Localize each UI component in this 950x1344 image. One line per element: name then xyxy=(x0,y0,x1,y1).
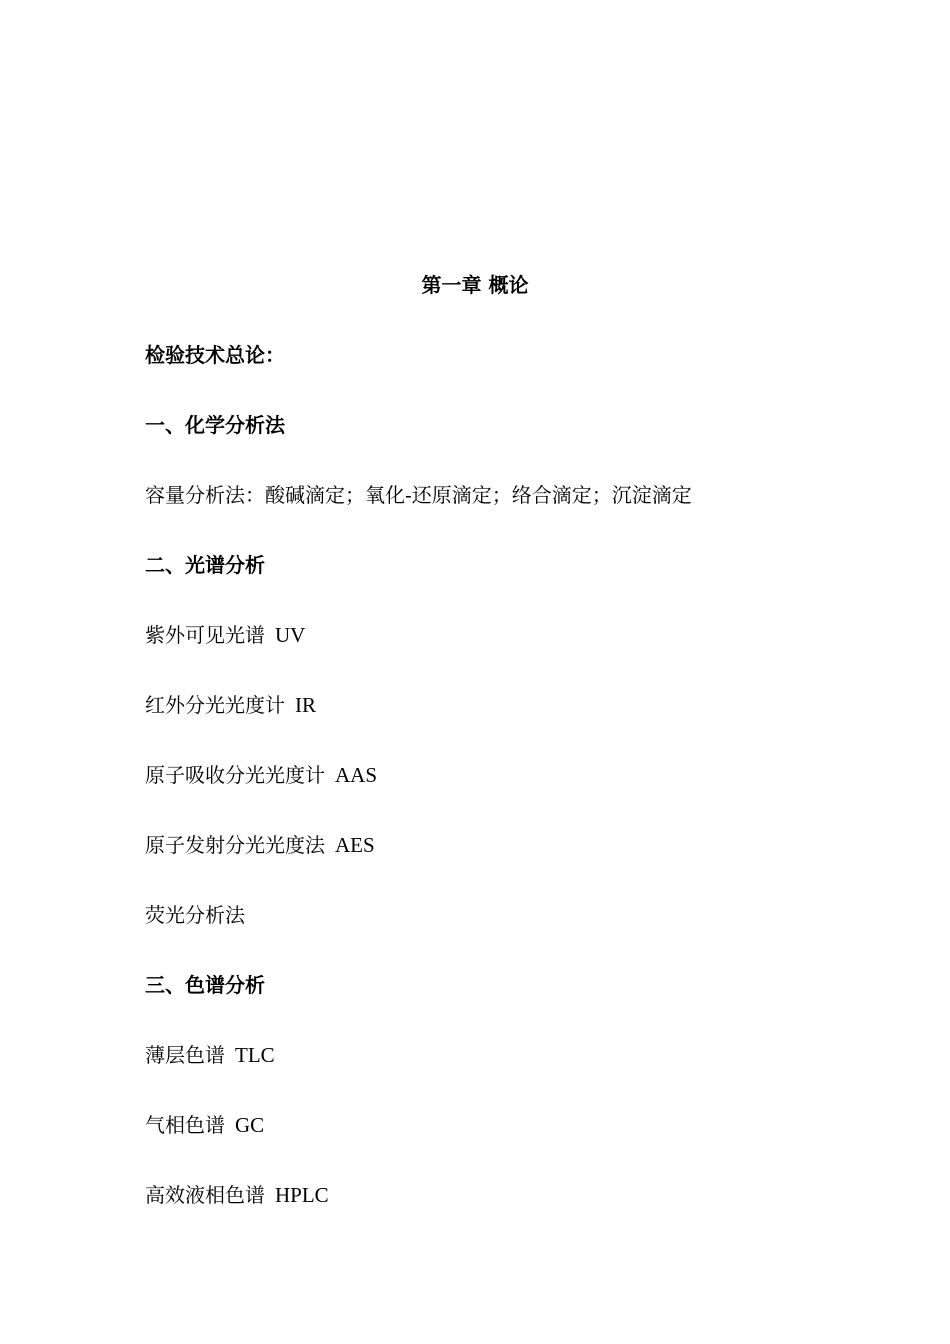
section-heading-chemical-analysis xyxy=(145,408,805,478)
line-text: 一、化学分析法 xyxy=(145,413,285,437)
line-abbreviation: AAS xyxy=(335,763,378,787)
section-heading-overview xyxy=(145,338,805,408)
line-abbreviation: GC xyxy=(235,1113,265,1137)
list-item-aes xyxy=(145,828,805,898)
line-abbreviation: AES xyxy=(335,833,375,857)
line-text: 荧光分析法 xyxy=(145,903,245,927)
list-item-uv xyxy=(145,618,805,688)
line-text: 红外分光光度计 xyxy=(145,693,285,717)
list-item-tlc xyxy=(145,1038,805,1108)
list-item-fluorescence xyxy=(145,898,805,968)
line-abbreviation: TLC xyxy=(235,1043,275,1067)
line-abbreviation: IR xyxy=(295,693,316,717)
line-text: 高效液相色谱 xyxy=(145,1183,265,1207)
list-item-gc xyxy=(145,1108,805,1178)
line-text: 容量分析法：酸碱滴定；氧化-还原滴定；络合滴定；沉淀滴定 xyxy=(145,483,692,507)
line-text: 气相色谱 xyxy=(145,1113,225,1137)
paragraph-volumetric-analysis xyxy=(145,478,805,548)
list-item-ir xyxy=(145,688,805,758)
line-text: 三、色谱分析 xyxy=(145,973,265,997)
line-text: 二、光谱分析 xyxy=(145,553,265,577)
line-abbreviation: HPLC xyxy=(275,1183,329,1207)
section-heading-spectral-analysis xyxy=(145,548,805,618)
line-text: 原子吸收分光光度计 xyxy=(145,763,325,787)
line-text: 紫外可见光谱 xyxy=(145,623,265,647)
line-text: 原子发射分光光度法 xyxy=(145,833,325,857)
line-abbreviation: UV xyxy=(275,623,306,647)
line-text: 薄层色谱 xyxy=(145,1043,225,1067)
list-item-aas xyxy=(145,758,805,828)
line-text: 检验技术总论： xyxy=(145,343,285,367)
list-item-hplc xyxy=(145,1178,805,1248)
document-body xyxy=(145,268,805,1248)
section-heading-chromatography xyxy=(145,968,805,1038)
chapter-title: 第一章 概论 xyxy=(421,273,529,297)
